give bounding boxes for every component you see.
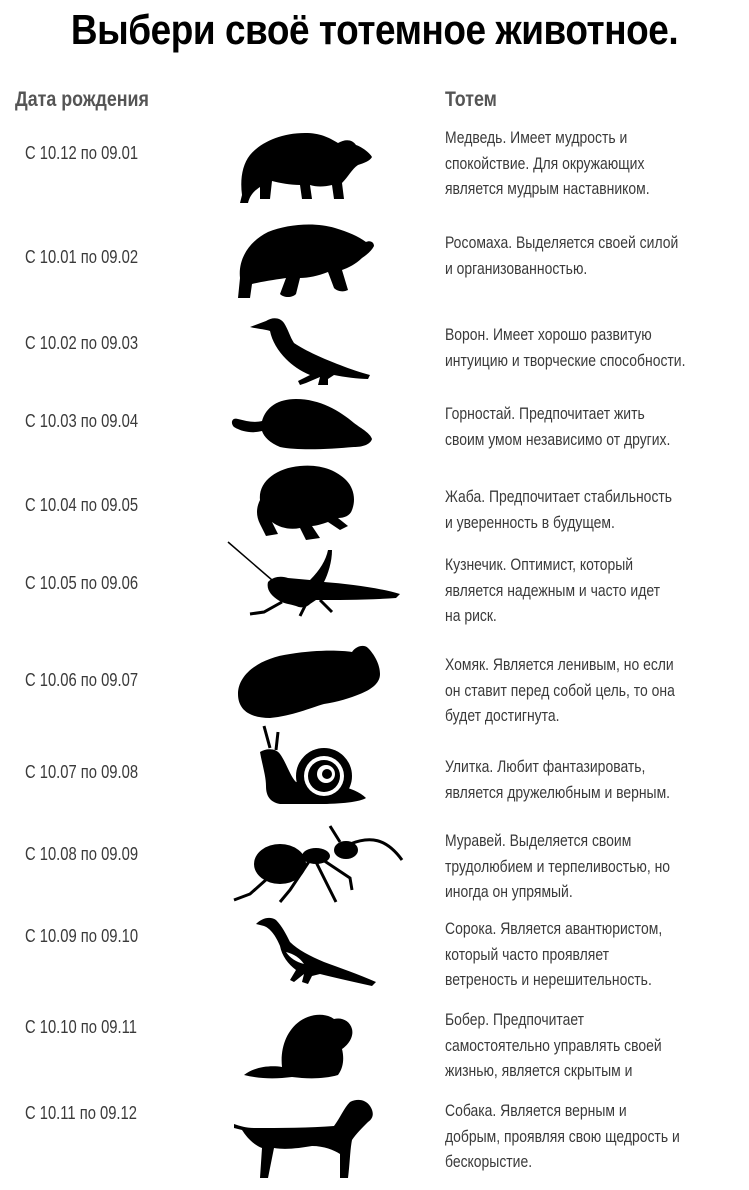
totem-description: Горностай. Предпочитает жить своим умом независимо от других.: [445, 404, 671, 449]
birth-date-range: С 10.09 по 09.10: [25, 926, 139, 946]
birth-date-range: С 10.01 по 09.02: [25, 247, 139, 267]
birth-date-range: С 10.12 по 09.01: [25, 143, 139, 163]
totem-description: Улитка. Любит фантазировать, является дружелюбным и верным.: [445, 757, 671, 802]
birth-date-range: С 10.08 по 09.09: [25, 844, 139, 864]
birth-date-range: С 10.02 по 09.03: [25, 333, 139, 353]
birth-date-range: С 10.06 по 09.07: [25, 670, 139, 690]
totem-description: Медведь. Имеет мудрость и спокойствие. Для окружающих является мудрым наставником.: [445, 128, 650, 198]
totem-column-header: Тотем: [445, 88, 497, 111]
birth-date-range: С 10.07 по 09.08: [25, 762, 139, 782]
wolverine-icon: [220, 220, 410, 305]
totem-description: Муравей. Выделяется своим трудолюбием и терпеливостью, но иногда он упрямый.: [445, 831, 671, 901]
birth-date-range: С 10.03 по 09.04: [25, 411, 139, 431]
page-title: Выбери своё тотемное животное.: [70, 6, 679, 53]
grasshopper-icon: [220, 540, 410, 620]
totem-description: Кузнечик. Оптимист, который является надежным и часто идет на риск.: [445, 555, 661, 625]
dog-icon: [220, 1098, 410, 1183]
birth-date-range: С 10.11 по 09.12: [25, 1103, 137, 1123]
totem-description: Росомаха. Выделяется своей силой и организованностью.: [445, 233, 679, 278]
toad-icon: [220, 460, 410, 545]
beaver-icon: [220, 1005, 410, 1085]
totem-description: Жаба. Предпочитает стабильность и уверенность в будущем.: [445, 487, 673, 532]
bear-icon: [220, 125, 410, 210]
stoat-icon: [220, 393, 410, 463]
ant-icon: [220, 820, 410, 905]
totem-description: Ворон. Имеет хорошо развитую интуицию и творческие способности.: [445, 325, 686, 370]
totem-description: Сорока. Является авантюристом, который часто проявляет ветреность и нерешительность.: [445, 919, 663, 989]
totem-description: Собака. Является верным и добрым, проявляя свою щедрость и бескорыстие.: [445, 1101, 680, 1171]
snail-icon: [220, 722, 410, 812]
magpie-icon: [220, 912, 410, 992]
birth-date-range: С 10.04 по 09.05: [25, 495, 139, 515]
birth-date-range: С 10.10 по 09.11: [25, 1017, 137, 1037]
totem-description: Хомяк. Является ленивым, но если он ставит перед собой цель, то она будет достигнута.: [445, 655, 675, 725]
date-column-header: Дата рождения: [15, 88, 149, 111]
birth-date-range: С 10.05 по 09.06: [25, 573, 139, 593]
raven-icon: [220, 313, 410, 393]
hamster-icon: [220, 640, 410, 725]
totem-description: Бобер. Предпочитает самостоятельно управлять своей жизнью, является скрытым и: [445, 1010, 662, 1080]
